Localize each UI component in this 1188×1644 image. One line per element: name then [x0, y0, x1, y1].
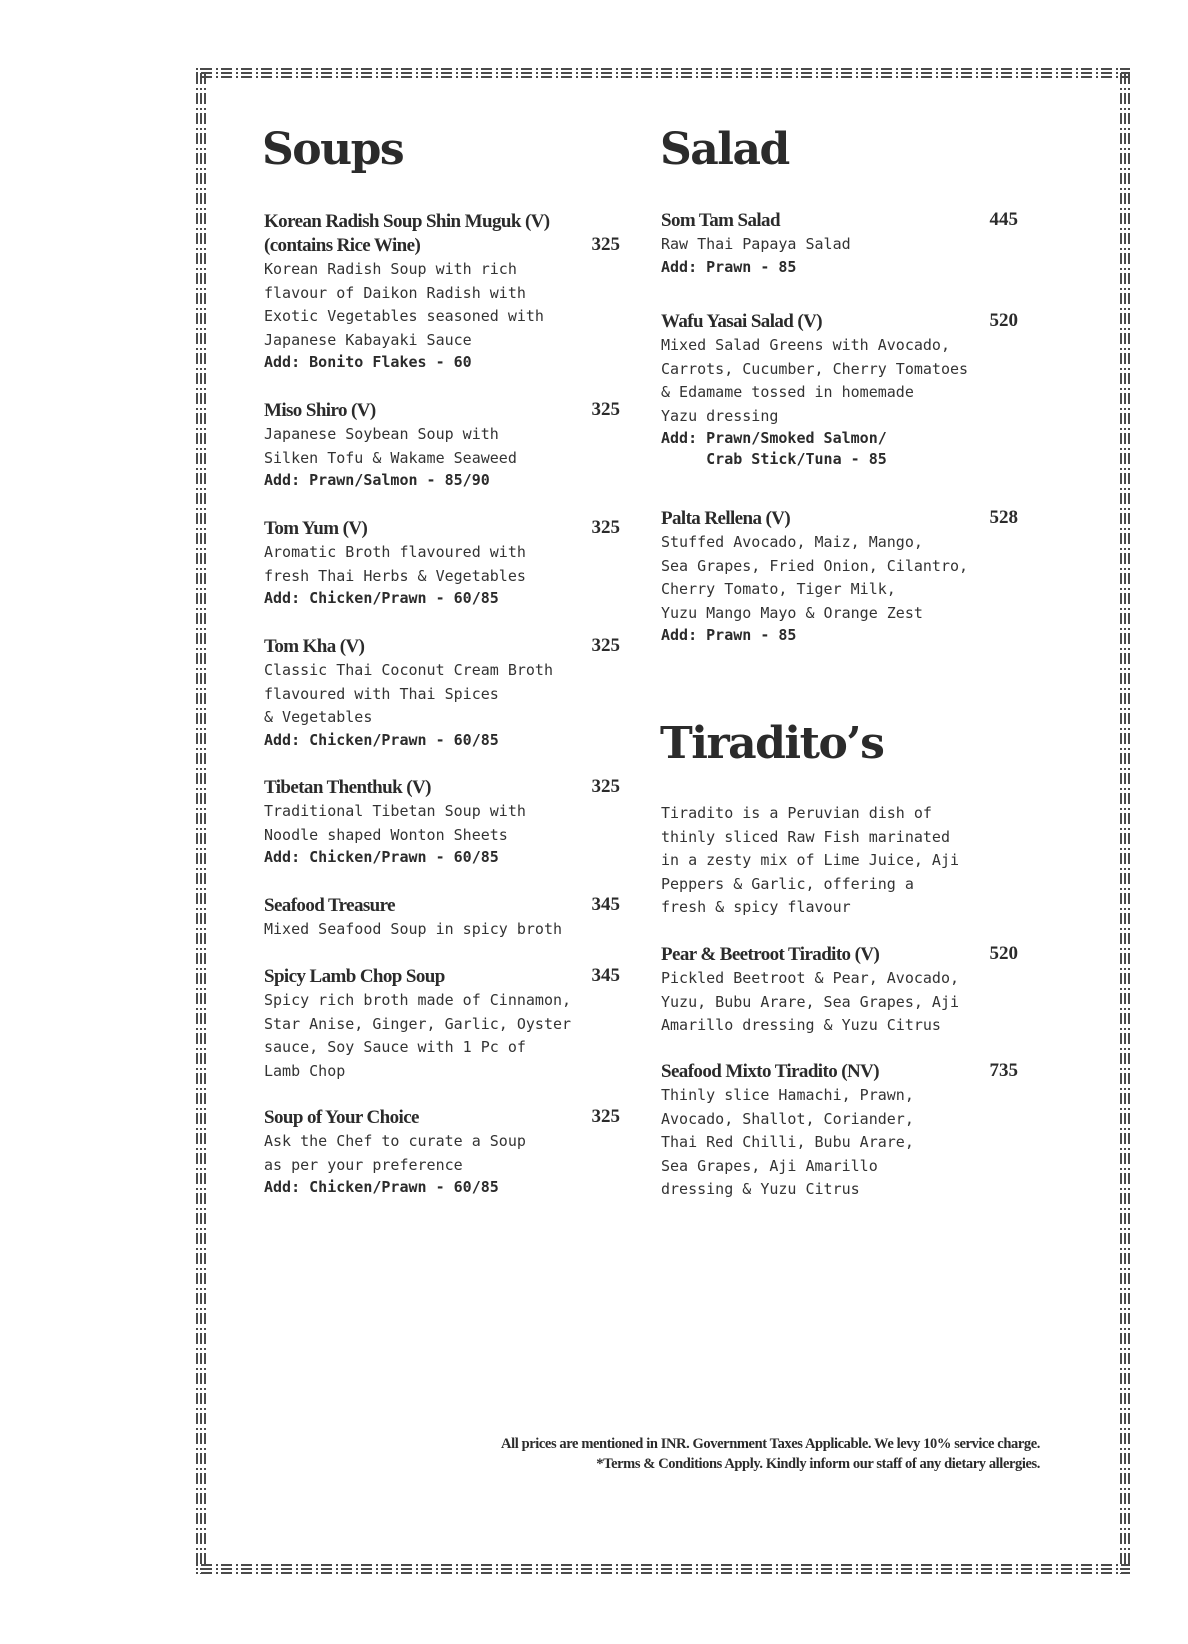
item-description: Pickled Beetroot & Pear, Avocado, Yuzu, Bubu Arare, Sea Grapes, Aji Amarillo dressing & Yuzu Citrus — [661, 969, 960, 1034]
item-name: Soup of Your Choice — [264, 1107, 419, 1128]
item-price: 520 — [989, 943, 1018, 964]
menu-item-tom-yum — [264, 517, 620, 609]
item-price: 325 — [591, 776, 620, 797]
item-price: 345 — [591, 965, 620, 986]
menu-item-spicy-lamb-chop-soup — [264, 965, 620, 1083]
item-description: Raw Thai Papaya Salad — [661, 235, 851, 253]
item-name: Miso Shiro (V) — [264, 400, 376, 421]
item-price: 325 — [591, 1106, 620, 1127]
menu-item-miso-shiro — [264, 399, 620, 491]
item-description: Spicy rich broth made of Cinnamon, Star Anise, Ginger, Garlic, Oyster sauce, Soy Sauce with 1 Pc of Lamb Chop — [264, 991, 572, 1080]
item-description: Classic Thai Coconut Cream Broth flavoured with Thai Spices & Vegetables — [264, 661, 553, 726]
item-description: Ask the Chef to curate a Soup as per your preference — [264, 1132, 526, 1174]
border-left — [196, 68, 206, 1574]
item-name: Wafu Yasai Salad (V) — [661, 311, 822, 332]
menu-item-tom-kha — [264, 635, 620, 751]
item-name: Pear & Beetroot Tiradito (V) — [661, 944, 880, 965]
item-price: 520 — [989, 310, 1018, 331]
footer-line-terms: *Terms & Conditions Apply. Kindly inform our staff of any dietary allergies. — [596, 1456, 1040, 1472]
menu-item-som-tam-salad — [661, 209, 1018, 278]
menu-item-seafood-mixto-tiradito — [661, 1060, 1018, 1202]
menu-item-pear-beetroot-tiradito — [661, 943, 1018, 1038]
item-description: Korean Radish Soup with rich flavour of Daikon Radish with Exotic Vegetables seasoned with Japanese Kabayaki Sauce — [264, 260, 544, 349]
item-price: 445 — [989, 209, 1018, 230]
item-price: 325 — [591, 635, 620, 656]
menu-item-seafood-treasure — [264, 894, 620, 942]
item-price: 325 — [591, 234, 620, 255]
footer-line-prices: All prices are mentioned in INR. Government Taxes Applicable. We levy 10% service charge. — [501, 1436, 1040, 1452]
item-price: 325 — [591, 399, 620, 420]
item-description: Japanese Soybean Soup with Silken Tofu & Wakame Seaweed — [264, 425, 517, 467]
item-name: Seafood Mixto Tiradito (NV) — [661, 1061, 879, 1082]
item-name: Seafood Treasure — [264, 895, 395, 916]
border-top — [196, 68, 1130, 78]
item-addon: Add: Prawn/Salmon - 85/90 — [264, 471, 490, 489]
item-price: 345 — [591, 894, 620, 915]
item-price: 528 — [989, 507, 1018, 528]
border-right — [1120, 68, 1130, 1574]
tiradito-intro: Tiradito is a Peruvian dish of thinly sliced Raw Fish marinated in a zesty mix of Lime Juice, Aji Peppers & Garlic, offering a fresh & spicy flavour — [661, 804, 960, 916]
menu-item-palta-rellena — [661, 507, 1018, 646]
menu-item-soup-of-your-choice — [264, 1106, 620, 1198]
item-addon: Add: Prawn - 85 — [661, 626, 797, 644]
menu-item-korean-radish-soup — [264, 210, 620, 373]
item-price: 735 — [989, 1060, 1018, 1081]
menu-item-tibetan-thenthuk — [264, 776, 620, 868]
item-addon: Add: Prawn - 85 — [661, 257, 797, 276]
item-name: Som Tam Salad — [661, 210, 780, 231]
footer-notice — [501, 1434, 1040, 1474]
item-addon: Add: Chicken/Prawn - 60/85 — [264, 589, 499, 607]
item-name: Tom Yum (V) — [264, 518, 368, 539]
menu-item-wafu-yasai-salad — [661, 310, 1018, 470]
item-name: Tibetan Thenthuk (V) — [264, 777, 431, 798]
item-description: Traditional Tibetan Soup with Noodle shaped Wonton Sheets — [264, 802, 526, 844]
item-addon: Add: Prawn/Smoked Salmon/ Crab Stick/Tuna - 85 — [661, 429, 887, 468]
item-description: Mixed Salad Greens with Avocado, Carrots, Cucumber, Cherry Tomatoes & Edamame tossed in homemade Yazu dressing — [661, 336, 969, 425]
item-description: Stuffed Avocado, Maiz, Mango, Sea Grapes, Fried Onion, Cilantro, Cherry Tomato, Tiger Milk, Yuzu Mango Mayo & Orange Zest — [661, 533, 969, 622]
tiradito-heading: Tiradito’s — [660, 718, 884, 769]
border-bottom — [196, 1564, 1130, 1574]
item-name: Korean Radish Soup Shin Muguk (V) (contains Rice Wine) — [264, 211, 550, 256]
item-addon: Add: Chicken/Prawn - 60/85 — [264, 1178, 499, 1196]
salad-heading: Salad — [660, 124, 789, 175]
item-addon: Add: Bonito Flakes - 60 — [264, 353, 472, 371]
soups-heading: Soups — [262, 124, 404, 175]
item-addon: Add: Chicken/Prawn - 60/85 — [264, 730, 499, 749]
item-name: Spicy Lamb Chop Soup — [264, 966, 445, 987]
item-description: Thinly slice Hamachi, Prawn, Avocado, Shallot, Coriander, Thai Red Chilli, Bubu Arare, Sea Grapes, Aji Amarillo dressing & Yuzu Citrus — [661, 1086, 914, 1198]
item-addon: Add: Chicken/Prawn - 60/85 — [264, 848, 499, 866]
item-description: Aromatic Broth flavoured with fresh Thai Herbs & Vegetables — [264, 543, 526, 585]
item-name: Palta Rellena (V) — [661, 508, 791, 529]
item-name: Tom Kha (V) — [264, 636, 365, 657]
item-description: Mixed Seafood Soup in spicy broth — [264, 920, 563, 938]
item-price: 325 — [591, 517, 620, 538]
